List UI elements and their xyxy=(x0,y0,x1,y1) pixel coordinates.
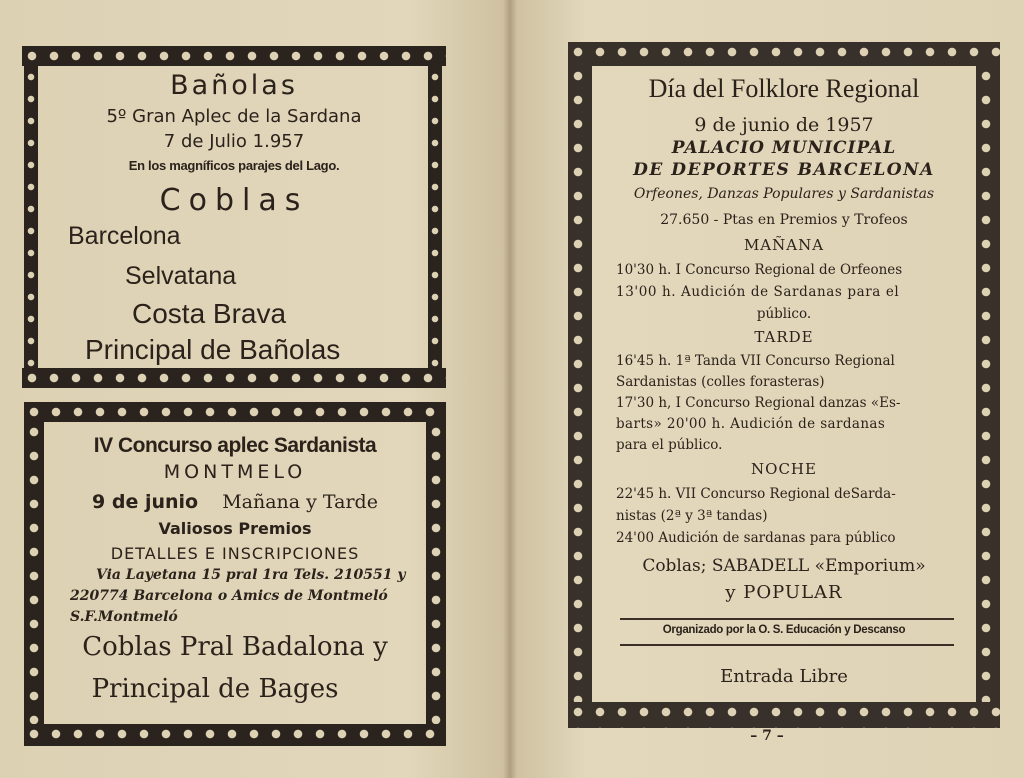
lake-note: En los magníficos parajes del Lago. xyxy=(128,158,340,173)
montmelo-date xyxy=(24,491,446,513)
aplec-date: 7 de Julio 1.957 xyxy=(163,131,305,152)
coblas-heading: Coblas xyxy=(159,183,309,218)
venue-line: PALACIO MUNICIPAL xyxy=(671,138,897,158)
aplec-subtitle: 5º Gran Aplec de la Sardana xyxy=(106,106,362,127)
schedule-line: 16'45 h. 1ª Tanda VII Concurso Regional xyxy=(616,353,895,369)
date-prefix: 9 de junio xyxy=(92,491,199,513)
ornament-border-top xyxy=(568,42,1000,66)
divider xyxy=(620,618,954,620)
montmelo-place: MONTMELO xyxy=(163,461,307,483)
schedule-line: 10'30 h. I Concurso Regional de Orfeones xyxy=(616,262,903,278)
montmelo-coblas: Principal de Bages xyxy=(91,674,339,704)
ornament-border-top xyxy=(22,46,446,66)
section-heading: TARDE xyxy=(754,328,814,346)
ornament-border-bottom xyxy=(24,724,446,746)
ornament-border-bottom xyxy=(568,702,1000,728)
prizes: Valiosos Premios xyxy=(158,519,312,538)
schedule-line: Sardanistas (colles forasteras) xyxy=(616,374,825,390)
folklore-date: 9 de junio de 1957 xyxy=(694,114,874,136)
schedule-line: 24'00 Audición de sardanas para público xyxy=(616,530,896,546)
schedule-line: 13'00 h. Audición de Sardanas para el xyxy=(616,284,900,300)
schedule-line: barts» 20'00 h. Audición de sardanas xyxy=(616,416,886,432)
prizes-line: 27.650 - Ptas en Premios y Trofeos xyxy=(660,212,908,228)
montmelo-coblas: Coblas Pral Badalona y xyxy=(82,632,388,662)
banolas-title: Bañolas xyxy=(170,70,298,101)
cobla-name: Barcelona xyxy=(68,222,181,250)
entry-line: Entrada Libre xyxy=(720,666,848,687)
ornament-border-top xyxy=(24,402,446,422)
details-line: S.F.Montmeló xyxy=(70,609,178,625)
schedule-line: nistas (2ª y 3ª tandas) xyxy=(616,508,768,524)
schedule-line: 22'45 h. VII Concurso Regional deSarda- xyxy=(616,486,896,502)
organizer-line: Organizado por la O. S. Educación y Descanso xyxy=(662,624,906,636)
folklore-box xyxy=(568,42,1000,728)
details-line: 220774 Barcelona o Amics de Montmeló xyxy=(70,588,388,604)
coblas-line: y POPULAR xyxy=(725,582,843,603)
cobla-name: Costa Brava xyxy=(132,298,287,329)
banolas-box xyxy=(22,46,446,390)
concurso-heading: IV Concurso aplec Sardanista xyxy=(93,434,377,457)
cobla-name: Selvatana xyxy=(125,262,237,290)
date-suffix: Mañana y Tarde xyxy=(222,491,378,513)
schedule-line: para el público. xyxy=(616,437,723,453)
section-heading: MAÑANA xyxy=(743,236,825,254)
details-line: Via Layetana 15 pral 1ra Tels. 210551 y xyxy=(96,567,406,583)
book-gutter xyxy=(503,0,517,778)
section-heading: NOCHE xyxy=(751,460,817,478)
ornament-border-bottom xyxy=(22,368,446,388)
details-heading: DETALLES E INSCRIPCIONES xyxy=(110,544,360,563)
folklore-title: Día del Folklore Regional xyxy=(648,74,920,103)
coblas-line: Coblas; SABADELL «Emporium» xyxy=(642,556,926,576)
schedule-line: público. xyxy=(756,306,812,322)
divider xyxy=(620,644,954,646)
page-number: – 7 – xyxy=(750,728,784,744)
montmelo-box xyxy=(24,402,446,748)
cobla-name: Principal de Bañolas xyxy=(85,334,341,365)
groups-line: Orfeones, Danzas Populares y Sardanistas xyxy=(633,186,935,202)
venue-line: DE DEPORTES BARCELONA xyxy=(633,160,935,180)
schedule-line: 17'30 h, I Concurso Regional danzas «Es- xyxy=(616,395,901,411)
